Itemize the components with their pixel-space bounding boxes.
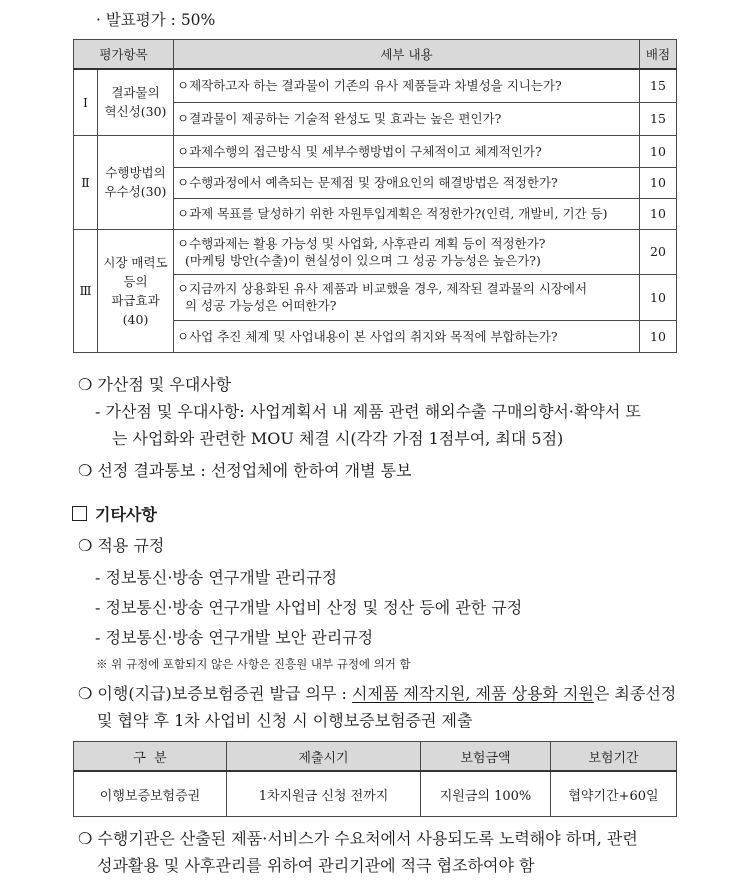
header-insurance-amount: 보험금액 <box>421 742 551 772</box>
score-cell: 10 <box>640 167 677 198</box>
rule-item: - 정보통신·방송 연구개발 사업비 산정 및 정산 등에 관한 규정 <box>95 598 523 617</box>
rule-item: - 정보통신·방송 연구개발 관리규정 <box>95 568 338 587</box>
header-detail: 세부 내용 <box>174 40 640 70</box>
final-line-1: ❍ 수행기관은 산출된 제품·서비스가 수요처에서 사용되도록 노력해야 하며, 관련 <box>78 829 638 848</box>
group-item-line: (40) <box>122 311 149 327</box>
detail-line: ㅇ수행과제는 활용 가능성 및 사업화, 사후관리 계획 등이 적정한가? <box>177 235 546 251</box>
table-row <box>74 229 677 274</box>
group-item-line: 혁신성(30) <box>104 104 167 120</box>
detail-line: ㅇ제작하고자 하는 결과물이 기존의 유사 제품들과 차별성을 지니는가? <box>177 78 562 94</box>
score-cell: 10 <box>640 198 677 229</box>
group-number: Ⅰ <box>74 69 98 135</box>
table-row <box>74 69 677 102</box>
bonus-title: ❍ 가산점 및 우대사항 <box>78 375 232 394</box>
guarantee-prefix: ❍ 이행(지급)보증보험증권 발급 의무 : <box>78 684 353 703</box>
detail-cell <box>174 320 640 352</box>
detail-line: 의 성공 가능성은 어떠한가? <box>177 298 337 313</box>
other-matters-heading <box>72 502 157 525</box>
group-item-line: 등의 <box>123 273 148 289</box>
rules-title: ❍ 적용 규정 <box>78 536 165 555</box>
score-cell: 10 <box>640 320 677 352</box>
detail-cell <box>174 167 640 198</box>
bonus-line-2: 는 사업화와 관련한 MOU 체결 시(각각 가점 1점부여, 최대 5점) <box>112 429 564 448</box>
checkbox-square-icon <box>72 506 87 521</box>
score-cell: 20 <box>640 229 677 274</box>
group-number: Ⅲ <box>74 229 98 352</box>
insurance-submit-cell: 1차지원금 신청 전까지 <box>227 771 421 817</box>
detail-line: ㅇ과제수행의 접근방식 및 세부수행방법이 구체적이고 체계적인가? <box>177 143 542 159</box>
header-submit-time: 제출시기 <box>227 742 421 772</box>
guarantee-underlined: 시제품 제작지원, 제품 상용화 지원 <box>352 684 594 703</box>
insurance-table-header <box>74 742 677 772</box>
group-item-line: 시장 매력도 <box>103 254 168 270</box>
final-line-2: 성과활용 및 사후관리를 위하여 관리기관에 적극 협조하여야 함 <box>97 856 535 875</box>
detail-cell <box>174 69 640 102</box>
bonus-line-1: - 가산점 및 우대사항: 사업계획서 내 제품 관련 해외수출 구매의향서·확약서 또 <box>95 402 641 421</box>
guarantee-suffix: 은 최종선정 <box>593 684 677 703</box>
insurance-period-cell: 협약기간+60일 <box>551 771 677 817</box>
header-insurance-period: 보험기간 <box>551 742 677 772</box>
detail-line: (마케팅 방안(수출)이 현실성이 있으며 그 성공 가능성은 높은가?) <box>177 252 541 268</box>
header-eval-item: 평가항목 <box>74 40 174 70</box>
score-cell: 15 <box>640 69 677 102</box>
insurance-category-cell: 이행보증보험증권 <box>74 771 227 817</box>
group-item <box>98 135 174 229</box>
detail-line: ㅇ수행과정에서 예측되는 문제점 및 장애요인의 해결방법은 적정한가? <box>177 175 558 190</box>
header-score: 배점 <box>640 40 677 70</box>
rules-note: ※ 위 규정에 포함되지 않은 사항은 진흥원 내부 규정에 의거 함 <box>96 657 411 671</box>
group-item-line: 결과물의 <box>111 85 160 101</box>
evaluation-table-header <box>74 40 677 70</box>
score-cell: 10 <box>640 274 677 320</box>
group-item <box>98 69 174 135</box>
table-row <box>74 771 677 817</box>
other-matters-title: 기타사항 <box>95 505 157 524</box>
group-item-line: 수행방법의 <box>105 165 166 180</box>
evaluation-table <box>73 39 677 353</box>
guarantee-line-1 <box>78 681 676 704</box>
detail-line: ㅇ사업 추진 체계 및 사업내용이 본 사업의 취지와 목적에 부합하는가? <box>177 328 558 344</box>
detail-cell <box>174 135 640 167</box>
group-number: Ⅱ <box>74 135 98 229</box>
detail-cell <box>174 198 640 229</box>
group-item-line: 파급효과 <box>111 292 160 308</box>
insurance-amount-cell: 지원금의 100% <box>421 771 551 817</box>
presentation-eval-text: · 발표평가 : 50% <box>96 11 216 29</box>
group-item <box>98 229 174 352</box>
detail-cell <box>174 274 640 320</box>
rule-item: - 정보통신·방송 연구개발 보안 관리규정 <box>95 628 374 647</box>
insurance-table <box>73 741 677 817</box>
detail-cell <box>174 229 640 274</box>
header-category: 구 분 <box>74 742 227 772</box>
group-item-line: 우수성(30) <box>104 184 167 199</box>
detail-line: ㅇ과제 목표를 달성하기 위한 자원투입계획은 적정한가?(인력, 개발비, 기간 등) <box>177 206 608 221</box>
selection-notice: ❍ 선정 결과통보 : 선정업체에 한하여 개별 통보 <box>78 461 412 480</box>
score-cell: 10 <box>640 135 677 167</box>
detail-line: ㅇ결과물이 제공하는 기술적 완성도 및 효과는 높은 편인가? <box>177 111 502 126</box>
guarantee-line-2: 및 협약 후 1차 사업비 신청 시 이행보증보험증권 제출 <box>97 711 473 730</box>
score-cell: 15 <box>640 102 677 135</box>
detail-line: ㅇ지금까지 상용화된 유사 제품과 비교했을 경우, 제작된 결과물의 시장에서 <box>177 281 588 296</box>
detail-cell <box>174 102 640 135</box>
table-row <box>74 135 677 167</box>
